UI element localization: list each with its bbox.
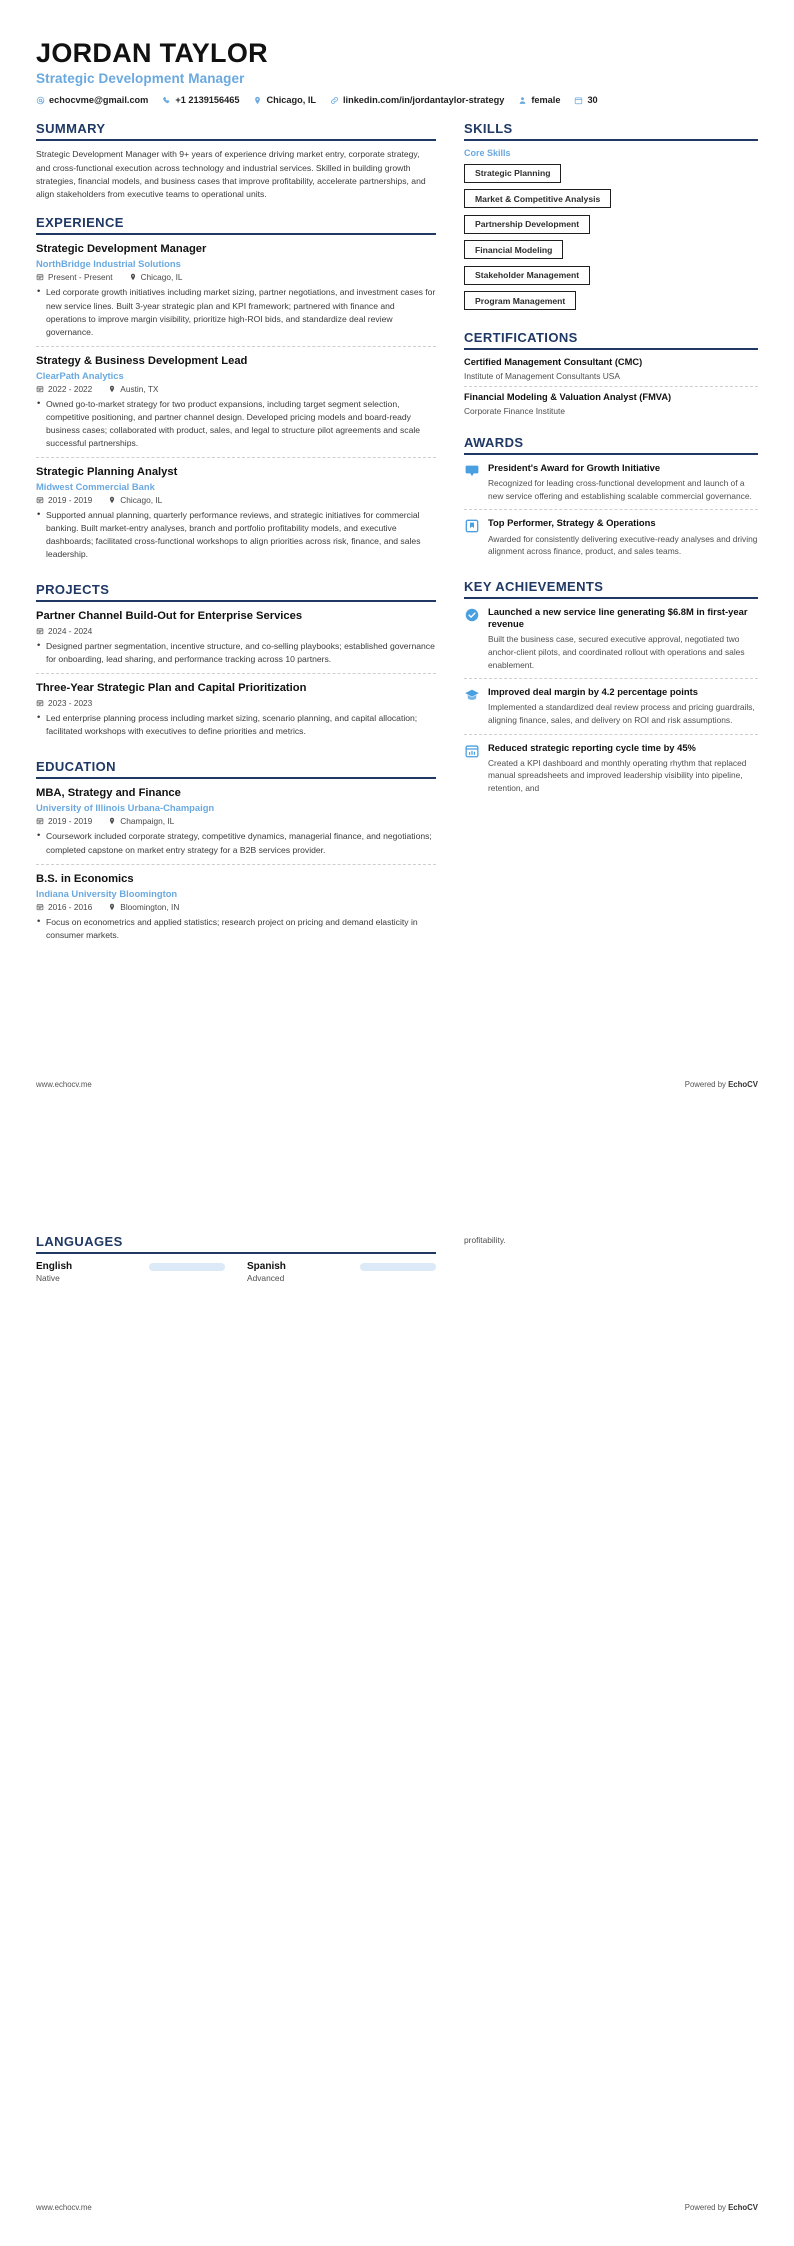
experience-job-title: Strategy & Business Development Lead	[36, 354, 248, 367]
location-icon	[108, 385, 116, 393]
calendar-icon	[36, 817, 44, 825]
education-location	[108, 816, 174, 826]
education-location-text: Bloomington, IN	[120, 901, 180, 912]
phone-icon	[162, 96, 171, 105]
section-heading-certifications: CERTIFICATIONS	[464, 330, 758, 350]
project-bullets	[36, 640, 436, 666]
section-heading-skills: SKILLS	[464, 121, 758, 141]
award-body	[488, 462, 758, 502]
section-heading-key-achievements: KEY ACHIEVEMENTS	[464, 579, 758, 599]
experience-job-title: Strategic Development Manager	[36, 243, 207, 256]
section-heading-awards: AWARDS	[464, 435, 758, 455]
education-degree: B.S. in Economics	[36, 872, 134, 885]
section-heading-languages: LANGUAGES	[36, 1234, 436, 1254]
calendar-icon	[36, 627, 44, 635]
skill-chip: Stakeholder Management	[464, 266, 590, 285]
footer-powered-by	[685, 1080, 758, 1089]
language-proficiency-bar	[360, 1263, 436, 1271]
experience-location	[129, 272, 183, 282]
achievement-item	[464, 742, 758, 802]
skills-list	[464, 163, 758, 316]
project-bullet: • Designed partner segmentation, incentive structure, and co-selling playbooks; established governance for onboarding, lead sharing, and performance tracking across 10 partners.	[36, 640, 436, 666]
experience-location-text: Chicago, IL	[140, 272, 183, 283]
right-column	[464, 121, 758, 815]
left-column	[36, 121, 436, 963]
experience-location-text: Chicago, IL	[120, 494, 163, 505]
achievement-description-continued: profitability.	[464, 1235, 506, 1245]
location-icon	[108, 903, 116, 911]
experience-bullet: • Supported annual planning, quarterly performance reviews, and strategic initiatives for commercial banking. Built market-entry analyses, branch and portfolio profitability models, and executive dashboards; facilitated cross-functional workshops to align priorities across risk, finance, and sales leadership.	[36, 509, 436, 561]
left-column-page2	[36, 1178, 436, 1297]
award-item	[464, 517, 758, 564]
education-dates-text: 2019 - 2019	[48, 816, 93, 827]
language-level: Native	[36, 1273, 60, 1283]
experience-company: ClearPath Analytics	[36, 369, 124, 381]
award-body	[488, 517, 758, 557]
contact-location-text: Chicago, IL	[266, 95, 316, 106]
education-location	[108, 902, 179, 912]
project-bullets	[36, 712, 436, 738]
award-description: Awarded for consistently delivering executive-ready analyses and driving alignment across finance, product, and sales teams.	[488, 533, 758, 557]
contact-location	[253, 95, 316, 105]
skill-chip: Strategic Planning	[464, 164, 561, 183]
two-column-body-page2	[36, 1178, 758, 1297]
experience-dates-text: 2019 - 2019	[48, 494, 93, 505]
calendar-icon	[574, 96, 583, 105]
project-dates	[36, 626, 92, 636]
skill-chip: Financial Modeling	[464, 240, 563, 259]
page-footer	[36, 2203, 758, 2212]
project-title: Partner Channel Build-Out for Enterprise Services	[36, 610, 303, 623]
link-icon	[330, 96, 339, 105]
language-level: Advanced	[247, 1273, 285, 1283]
achievement-description: Implemented a standardized deal review process and pricing guardrails, aligning finance, sales, and delivery on ROI and risk assumptions.	[488, 702, 755, 725]
section-skills	[464, 121, 758, 316]
language-proficiency-bar	[149, 1263, 225, 1271]
skill-chip: Program Management	[464, 291, 576, 310]
experience-dates	[36, 272, 113, 282]
education-degree: MBA, Strategy and Finance	[36, 787, 181, 800]
skills-group-label: Core Skills	[464, 148, 511, 159]
experience-entry	[36, 242, 436, 346]
page2-left-spacer	[36, 1178, 436, 1234]
contact-phone[interactable]	[162, 95, 239, 105]
achievement-title: Reduced strategic reporting cycle time by 45%	[488, 741, 696, 753]
right-column-page2	[464, 1178, 758, 1247]
award-description: Recognized for leading cross-functional development and launch of a new service offering and establishing scalable commercial governance.	[488, 478, 752, 501]
project-dates	[36, 698, 92, 708]
experience-bullets	[36, 398, 436, 450]
location-icon	[253, 96, 262, 105]
calendar-chart-icon	[464, 743, 480, 759]
section-experience	[36, 215, 436, 568]
certification-item	[464, 357, 758, 387]
calendar-icon	[36, 903, 44, 911]
achievement-item	[464, 686, 758, 734]
section-heading-experience: EXPERIENCE	[36, 215, 436, 235]
contact-age-text: 30	[587, 95, 598, 106]
calendar-icon	[36, 496, 44, 504]
section-heading-education: EDUCATION	[36, 759, 436, 779]
achievement-title: Launched a new service line generating $6.8M in first-year revenue	[488, 605, 748, 630]
experience-dates	[36, 495, 92, 505]
skill-chip: Market & Competitive Analysis	[464, 189, 611, 208]
contact-age	[574, 95, 597, 105]
summary-text: Strategic Development Manager with 9+ years of experience driving market entry, corporate strategy, and cross-functional execution across technology and industrial services. Skilled in building growth strategies, financial models, and business cases that improve profitability, accelerate partnerships, and align stakeholders from executive teams to operational units.	[36, 149, 426, 200]
section-heading-summary: SUMMARY	[36, 121, 436, 141]
resume-header	[36, 38, 758, 105]
footer-brand-name: EchoCV	[728, 2203, 758, 2212]
experience-meta	[36, 495, 436, 505]
candidate-job-title: Strategic Development Manager	[36, 71, 245, 87]
experience-dates	[36, 384, 92, 394]
achievement-item	[464, 606, 758, 679]
education-school: University of Illinois Urbana-Champaign	[36, 802, 215, 814]
section-projects	[36, 582, 436, 745]
experience-location	[108, 495, 162, 505]
project-dates-text: 2024 - 2024	[48, 626, 93, 637]
project-entry	[36, 681, 436, 745]
achievement-body	[488, 742, 758, 795]
bookmark-icon	[464, 518, 480, 534]
project-entry	[36, 609, 436, 674]
language-item	[247, 1261, 436, 1283]
experience-entry	[36, 465, 436, 568]
email-icon	[36, 96, 45, 105]
languages-list	[36, 1261, 436, 1283]
section-heading-projects: PROJECTS	[36, 582, 436, 602]
candidate-name: JORDAN TAYLOR	[36, 38, 268, 68]
certification-issuer: Institute of Management Consultants USA	[464, 371, 620, 382]
resume-page-2	[0, 1123, 794, 2246]
footer-powered-prefix: Powered by	[684, 2203, 729, 2212]
education-entry	[36, 872, 436, 949]
section-education	[36, 759, 436, 948]
award-title: President's Award for Growth Initiative	[488, 462, 661, 474]
education-school: Indiana University Bloomington	[36, 887, 178, 899]
experience-bullets	[36, 509, 436, 561]
certification-name: Certified Management Consultant (CMC)	[464, 357, 643, 368]
contact-linkedin[interactable]	[330, 95, 504, 105]
chat-bubble-icon	[464, 463, 480, 479]
certification-item	[464, 392, 758, 421]
graduation-cap-icon	[464, 687, 480, 703]
education-bullets	[36, 830, 436, 856]
contact-gender-text: female	[531, 95, 561, 106]
experience-company: Midwest Commercial Bank	[36, 480, 155, 492]
achievement-title: Improved deal margin by 4.2 percentage points	[488, 686, 698, 698]
language-name: English	[36, 1261, 73, 1272]
award-title: Top Performer, Strategy & Operations	[488, 517, 656, 529]
two-column-body	[36, 121, 758, 963]
project-title: Three-Year Strategic Plan and Capital Prioritization	[36, 682, 307, 695]
achievement-body	[488, 606, 758, 671]
project-dates-text: 2023 - 2023	[48, 698, 93, 709]
education-dates	[36, 816, 92, 826]
section-key-achievements	[464, 579, 758, 802]
experience-dates-text: Present - Present	[48, 272, 113, 283]
achievement-description: Built the business case, secured executive approval, negotiated two anchor-client pilots, and coordinated rollout with operations and sales enablement.	[488, 634, 745, 670]
skill-chip: Partnership Development	[464, 215, 590, 234]
experience-job-title: Strategic Planning Analyst	[36, 465, 178, 478]
footer-powered-prefix: Powered by	[684, 1080, 729, 1089]
person-icon	[518, 96, 527, 105]
calendar-icon	[36, 273, 44, 281]
language-item	[36, 1261, 225, 1283]
experience-meta	[36, 384, 436, 394]
calendar-icon	[36, 699, 44, 707]
footer-powered-by	[685, 2203, 758, 2212]
location-icon	[129, 273, 137, 281]
experience-location-text: Austin, TX	[120, 383, 159, 394]
section-awards	[464, 435, 758, 565]
contact-linkedin-text: linkedin.com/in/jordantaylor-strategy	[342, 95, 505, 106]
experience-bullet: • Owned go-to-market strategy for two product expansions, including target segment selection, competitive positioning, and partner channel design. Developed pricing models and board-ready business cases; collaborated with product, sales, and legal to structure pilot agreements and scale successful partnerships.	[36, 398, 436, 450]
calendar-icon	[36, 385, 44, 393]
achievement-body	[488, 686, 758, 726]
education-dates-text: 2016 - 2016	[48, 901, 93, 912]
education-location-text: Champaign, IL	[120, 816, 175, 827]
experience-meta	[36, 272, 436, 282]
contact-phone-text: +1 2139156465	[175, 95, 240, 106]
project-meta	[36, 698, 436, 708]
certification-issuer: Corporate Finance Institute	[464, 406, 566, 417]
check-circle-icon	[464, 607, 480, 623]
education-entry	[36, 786, 436, 864]
contact-gender	[518, 95, 560, 105]
experience-location	[108, 384, 158, 394]
contact-email-text: echocvme@gmail.com	[49, 95, 149, 106]
education-bullet: • Coursework included corporate strategy, competitive dynamics, managerial finance, and negotiations; completed capstone on market entry strategy for a B2B services provider.	[36, 830, 436, 856]
experience-entry	[36, 354, 436, 458]
footer-brand-name: EchoCV	[728, 1080, 758, 1089]
language-top-row	[247, 1261, 436, 1272]
language-top-row	[36, 1261, 225, 1272]
page-footer	[36, 1080, 758, 1089]
section-languages	[36, 1234, 436, 1283]
location-icon	[108, 496, 116, 504]
footer-website[interactable]: www.echocv.me	[36, 1080, 92, 1089]
section-summary	[36, 121, 436, 201]
education-bullet: • Focus on econometrics and applied statistics; research project on pricing and demand elasticity in consumer markets.	[36, 916, 436, 942]
education-bullets	[36, 916, 436, 942]
project-bullet: • Led enterprise planning process including market sizing, scenario planning, and capital allocation; facilitated workshops with executives to define priorities and metrics.	[36, 712, 436, 738]
education-dates	[36, 902, 92, 912]
experience-company: NorthBridge Industrial Solutions	[36, 258, 181, 270]
education-meta	[36, 816, 436, 826]
experience-bullets	[36, 286, 436, 338]
language-name: Spanish	[247, 1261, 286, 1272]
location-icon	[108, 817, 116, 825]
section-certifications	[464, 330, 758, 421]
page2-right-spacer	[464, 1178, 758, 1234]
project-meta	[36, 626, 436, 636]
education-meta	[36, 902, 436, 912]
footer-website[interactable]: www.echocv.me	[36, 2203, 92, 2212]
contact-row	[36, 95, 758, 105]
experience-dates-text: 2022 - 2022	[48, 383, 93, 394]
certification-name: Financial Modeling & Valuation Analyst (FMVA)	[464, 392, 672, 403]
experience-bullet: • Led corporate growth initiatives including market sizing, partner negotiations, and investment cases for new service lines. Built 3-year strategic plan and KPI framework; partnered with finance and operations to improve margin visibility, prioritize high-ROI bids, and standardize deal review governance.	[36, 286, 436, 338]
award-item	[464, 462, 758, 510]
contact-email[interactable]	[36, 95, 148, 105]
achievement-description: Created a KPI dashboard and monthly operating rhythm that replaced manual spreadsheets and improved leadership visibility into pipeline, retention, and	[488, 757, 747, 794]
